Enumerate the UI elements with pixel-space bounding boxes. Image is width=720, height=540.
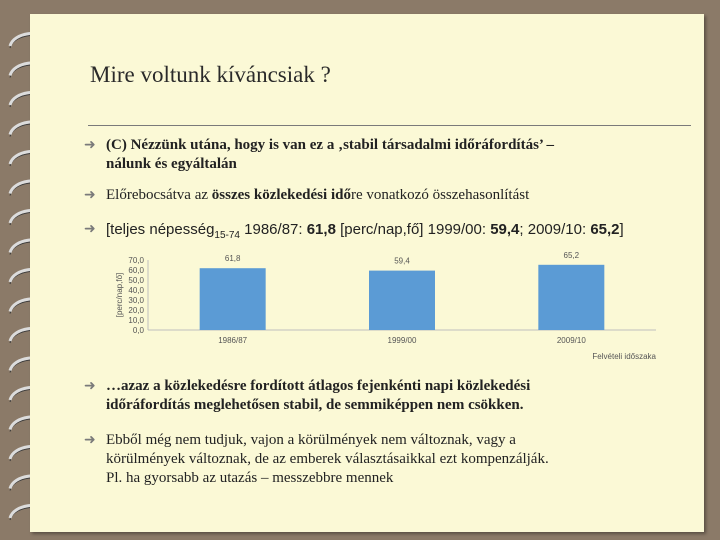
y-tick-label: 0,0 [132,326,144,335]
arrow-bullet-icon: ➜ [84,432,96,448]
arrow-bullet-icon: ➜ [84,378,96,394]
bullet-4-line-1: …azaz a közlekedésre fordított átlagos fejenkénti napi közlekedési [106,378,531,394]
y-tick-label: 60,0 [128,266,144,275]
arrow-bullet-icon: ➜ [84,221,96,237]
bar [369,271,435,330]
bullet-5-text [106,431,549,488]
title-divider [88,125,691,126]
bullet-3-sub: 15-74 [214,230,240,241]
bullet-3-value-2: 59,4 [490,221,520,238]
bullet-5-line-2: körülmények változnak, de az emberek választásaikkal ezt kompenzálják. [106,451,549,467]
bullet-3-text [106,220,624,245]
bullet-3-pre: [teljes népesség [106,221,215,238]
bar-data-label: 59,4 [394,256,410,266]
x-tick-label: 1986/87 [218,336,248,345]
bullet-4-text [106,377,530,415]
bullet-3-post: ] [619,221,624,238]
x-tick-label: 2009/10 [556,336,586,345]
bar [538,265,604,330]
bar-data-label: 65,2 [563,250,580,260]
bullet-3-value-3: 65,2 [590,221,620,238]
bullet-4-line-2: időráfordítás meglehetősen stabil, de semmiképpen nem csökken. [106,397,524,413]
bullet-3-mid1: 1986/87: [239,221,307,238]
x-axis-title: Felvételi időszaka [592,352,656,361]
bullet-1-line-1: (C) Nézzünk utána, hogy is van ez a ‚stabil társadalmi időráfordítás’ – [106,137,555,153]
bullet-2-post: re vonatkozó összehasonlítást [350,187,530,203]
bullet-2-text [106,186,529,205]
x-tick-label: 1999/00 [387,336,417,345]
bullet-3-mid2: [perc/nap,fő] 1999/00: [335,221,491,238]
y-tick-label: 10,0 [128,316,144,325]
y-tick-label: 70,0 [128,256,144,265]
slide-title: Mire voltunk kíváncsiak ? [90,62,331,87]
bullet-1-line-2: nálunk és egyáltalán [106,156,237,172]
arrow-bullet-icon: ➜ [84,187,96,203]
y-tick-label: 30,0 [128,296,144,305]
bullet-3-mid3: ; 2009/10: [519,221,591,238]
y-tick-label: 50,0 [128,276,144,285]
y-tick-label: 20,0 [128,306,144,315]
arrow-bullet-icon: ➜ [84,137,96,153]
y-tick-label: 40,0 [128,286,144,295]
bar [200,268,266,330]
travel-time-bar-chart [104,244,664,374]
bullet-5-line-3: Pl. ha gyorsabb az utazás – messzebbre mennek [106,470,394,486]
y-axis-title: [perc/nap,fő] [115,272,124,318]
bar-data-label: 61,8 [224,254,241,264]
bullet-3-value-1: 61,8 [306,221,336,238]
bullet-2-bold: összes közlekedési idő [211,187,351,203]
bullet-5-line-1: Ebből még nem tudjuk, vajon a körülmények nem változnak, vagy a [106,432,516,448]
bullet-1-text [106,136,554,174]
bullet-2-pre: Előrebocsátva az [106,187,212,203]
